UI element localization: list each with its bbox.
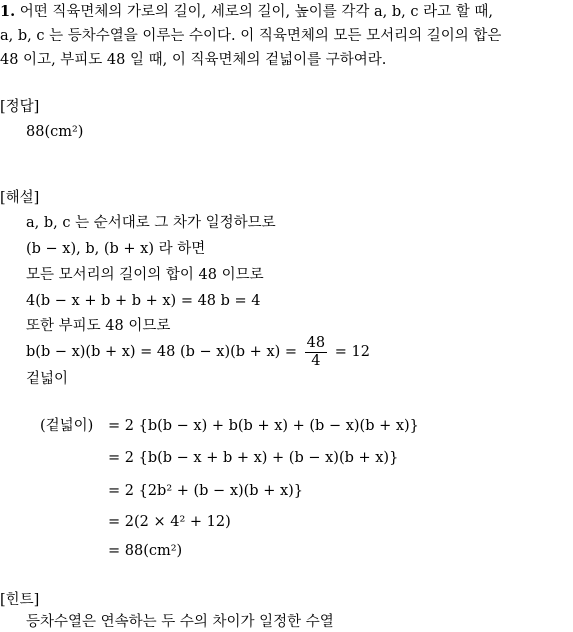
hint-header: [힌트] bbox=[0, 592, 40, 608]
derivation-step-1: = 2 {b(b − x) + b(b + x) + (b − x)(b + x)} bbox=[108, 418, 419, 434]
solution-line-2: (b − x), b, (b + x) 라 하면 bbox=[26, 241, 206, 257]
answer-value: 88(cm²) bbox=[26, 124, 84, 140]
solution-header: [해설] bbox=[0, 190, 40, 206]
volume-equation bbox=[26, 334, 370, 370]
volume-fraction-numerator: 48 bbox=[306, 334, 326, 351]
volume-fraction-denominator: 4 bbox=[311, 352, 321, 369]
solution-line-1: a, b, c 는 순서대로 그 차가 일정하므로 bbox=[26, 215, 276, 231]
problem-line-3: 48 이고, 부피도 48 일 때, 이 직육면체의 겉넓이를 구하여라. bbox=[0, 52, 387, 68]
volume-fraction bbox=[305, 335, 327, 370]
hint-text: 등차수열은 연속하는 두 수의 차이가 일정한 수열 bbox=[26, 614, 334, 630]
problem-text-1: 어떤 직육면체의 가로의 길이, 세로의 길이, 높이를 각각 a, b, c 라고 할 때, bbox=[19, 4, 493, 20]
solution-line-3: 모든 모서리의 길이의 합이 48 이므로 bbox=[26, 267, 264, 283]
surface-label: 겉넓이 bbox=[26, 371, 69, 387]
problem-number: 1. bbox=[0, 3, 16, 20]
derivation-step-3: = 2 {2b² + (b − x)(b + x)} bbox=[108, 483, 304, 499]
derivation-step-2: = 2 {b(b − x + b + x) + (b − x)(b + x)} bbox=[108, 450, 399, 466]
solution-line-4: 4(b − x + b + b + x) = 48 b = 4 bbox=[26, 293, 261, 309]
volume-eq-right: = 12 bbox=[334, 344, 370, 360]
solution-line-5: 또한 부피도 48 이므로 bbox=[26, 318, 171, 334]
derivation-lhs: (겉넓이) bbox=[40, 418, 94, 434]
derivation-step-4: = 2(2 × 4² + 12) bbox=[108, 514, 231, 530]
problem-line-2: a, b, c 는 등차수열을 이루는 수이다. 이 직육면체의 모든 모서리의 길이의 합은 bbox=[0, 28, 502, 44]
volume-eq-left: b(b − x)(b + x) = 48 (b − x)(b + x) = bbox=[26, 344, 298, 360]
problem-line-1 bbox=[0, 2, 493, 22]
derivation-step-5: = 88(cm²) bbox=[108, 543, 183, 559]
answer-header: [정답] bbox=[0, 99, 40, 115]
